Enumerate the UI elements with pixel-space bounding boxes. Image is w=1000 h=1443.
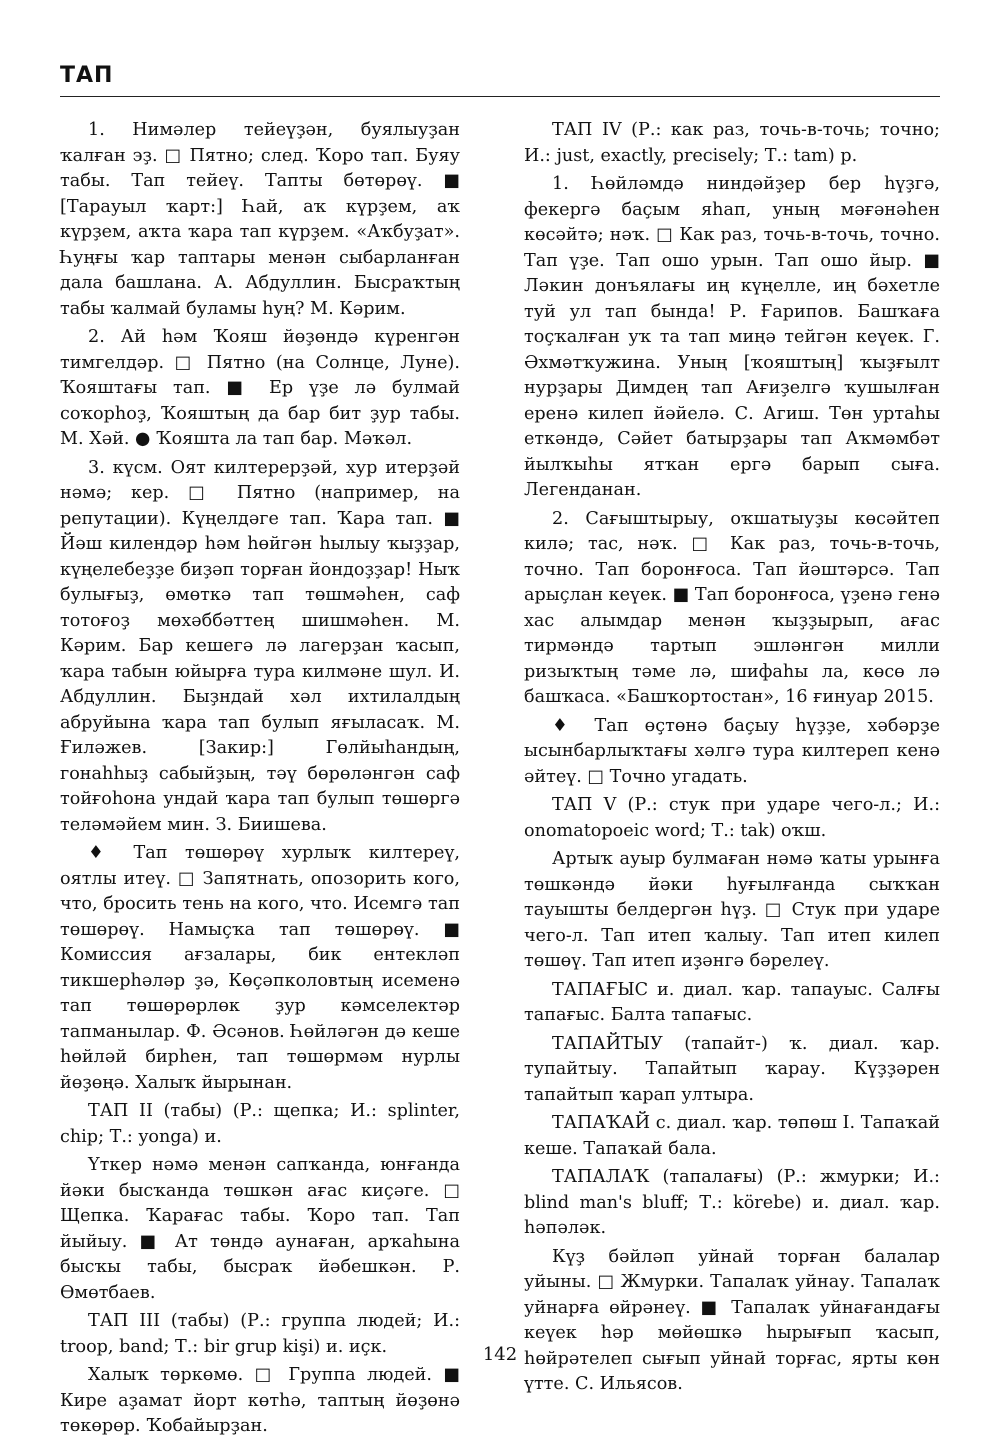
entry-paragraph: 2. Сағыштырыу, оҡшатыуҙы көсәйтеп килә; тас, нәҡ. □ Как раз, точь-в-точь, точно. Тап боронғоса. Тап йәштәрсә. Тап арыҫлан кеүек. ■ Тап боронғоса, үҙенә генә хас алымдар менән ҡыҙҙырып, ағас тирмәндә тартып эшләнгән милли ризыҡтың тәме лә, шифаһы ла, көсө лә башҡаса. «Башҡортостан», 16 ғинуар 2015. (524, 508, 940, 707)
headword-paragraph: ТАП IV (Р.: как раз, точь-в-точь; точно; И.: just, exactly, precisely; Т.: tam) р. (524, 120, 940, 166)
headword-paragraph: ТАП V (Р.: стук при ударе чего-л.; И.: onomatopoeic word; Т.: tak) оҡш. (524, 795, 940, 841)
header-title: ТАП (60, 63, 114, 88)
right-column (524, 118, 940, 1401)
idiom-paragraph: ♦ Тап төшөрөү хурлыҡ килтереү, оятлы итеү. □ Запятнать, опозорить кого, что, бросить тень на кого, что. Исемгә тап төшөрөү. Намыҫҡа тап төшөрөү. ■ Комиссия ағзалары, бик ентекләп тикшерһәләр ҙә, Көҫәпколовтың исеменә тап төшөрөрлөк ҙур кәмселектәр тапманылар. Ф. Әсәнов. Һөйләгән дә кеше һөйләй бирһен, тап төшөрмәм нурлы йөҙөңә. Халыҡ йырынан. (60, 843, 460, 1093)
entry-paragraph: Үткер нәмә менән сапҡанда, юнғанда йәки бысҡанда төшкән ағас киҫәге. □ Щепка. Ҡарағас табы. Ҡоро тап. Тап йыйыу. ■ Ат төндә аунаған, арҡаһына бысҡы табы, бысраҡ йәбешкән. Р. Өмөтбаев. (60, 1155, 460, 1303)
headword-paragraph: ТАП III (табы) (Р.: группа людей; И.: troop, band; Т.: bir grup kişi) и. иҫк. (60, 1311, 460, 1357)
headword-paragraph: ТАП II (табы) (Р.: щепка; И.: splinter, chip; Т.: yonga) и. (60, 1101, 460, 1147)
entry-paragraph: Артыҡ ауыр булмаған нәмә ҡаты урынға төшкәндә йәки һуғылғанда сыҡҡан тауышты белдергән һүҙ. □ Стук при ударе чего-л. Тап итеп ҡалыу. Тап итеп килеп төшөү. Тап итеп иҙәнгә бәрелеү. (524, 849, 940, 971)
headword-paragraph: ТАПАЙТЫУ (тапайт-) ҡ. диал. ҡар. тупайтыу. Тапайтып ҡарау. Күҙҙәрен тапайтып ҡарап ултыра. (524, 1033, 940, 1105)
page-number: 142 (482, 1344, 518, 1365)
headword-paragraph: ТАПАЛАҠ (тапалағы) (Р.: жмурки; И.: blind man's bluff; Т.: körebe) и. диал. ҡар. һәпәләк. (524, 1167, 940, 1238)
headword-paragraph: ТАПАҠАЙ с. диал. ҡар. төпөш I. Тапаҡай кеше. Тапаҡай бала. (524, 1113, 940, 1159)
entry-paragraph: 3. күсм. Оят килтерерҙәй, хур итерҙәй нәмә; кер. □ Пятно (например, на репутации). Күңелдәге тап. Ҡара тап. ■ Йәш килендәр һәм һөйгән һылыу ҡыҙҙар, күңелебеҙҙе биҙәп торған йондоҙҙар! Ныҡ булығыҙ, өмөткә тап төшмәһен, саф тотоғоҙ мөхәббәттең шишмәһен. М. Кәрим. Бар кешегә лә лагерҙан ҡасып, ҡара табын юйырға тура килмәне шул. И. Абдуллин. Быҙндай хәл ихтилалдың абруйына ҡара тап булып яғыласаҡ. М. Ғиләжев. [Закир:] Гөлйыһандың, гонаһһыҙ сабыйҙың, тәү бөрөләнгән саф тойғоһона ундай ҡара тап булып төшөргә теләмәйем мин. З. Биишева. (60, 457, 460, 835)
entry-paragraph: 1. Һөйләмдә ниндәйҙер бер һүҙгә, фекергә баҫым яһап, уның мәғәнәһен көсәйтә; нәҡ. □ Как раз, точь-в-точь, точно. Тап үҙе. Тап ошо урын. Тап ошо йыр. ■ Ләкин донъялағы иң күңелле, иң бәхетле туй ул тап бында! Р. Ғарипов. Башҡаға тоҫҡалған уҡ та тап миңә тейгән кеүек. Г. Әхмәтҡужина. Уның [ҡояштың] ҡыҙғылт нурҙары Димдең тап Ағиҙелгә ҡушылған еренә килеп йәйелә. С. Агиш. Төн уртаһы еткәндә, Сәйет батырҙары тап Аҡмәмбәт йылҡыһы ятҡан ергә барып сыға. Легенданан. (524, 174, 940, 500)
entry-paragraph: Халыҡ төркөмө. □ Группа людей. ■ Кире аҙамат йорт көтһә, таптың йөҙөнә төкөрөр. Ҡобайырҙан. (60, 1365, 460, 1436)
entry-paragraph: Күҙ бәйләп уйнай торған балалар уйыны. □ Жмурки. Тапалаҡ уйнау. Тапалаҡ уйнарға өйрәнеү. ■ Тапалаҡ уйнағандағы кеүек һәр мөйөшкә һырығып ҡасып, һөйрәтелеп сығып уйнай торғас, ярты көн үтте. С. Ильясов. (524, 1246, 940, 1394)
entry-paragraph: 1. Нимәлер тейеүҙән, буялыуҙан ҡалған эҙ. □ Пятно; след. Ҡоро тап. Буяу табы. Тап тейеү. Тапты бөтөрөү. ■ [Тарауыл ҡарт:] Һай, аҡ күрҙем, аҡ күрҙем, аҡта ҡара тап күрҙем. «Аҡбуҙат». Һуңғы ҡар таптары менән сыбарланған дала башлана. А. Абдуллин. Бысраҡтың табы ҡалмай буламы һуң? М. Кәрим. (60, 120, 460, 319)
running-header (60, 56, 940, 97)
headword-paragraph: ТАПАҒЫС и. диал. ҡар. тапауыс. Салғы тапағыс. Балта тапағыс. (524, 979, 940, 1025)
idiom-paragraph: ♦ Тап өҫтөнә баҫыу һүҙҙе, хәбәрҙе ысынбарлыҡтағы хәлгә тура килтереп кенә әйтеү. □ Точно угадать. (524, 715, 940, 787)
left-column (60, 118, 460, 1443)
entry-paragraph: 2. Ай һәм Ҡояш йөҙөндә күренгән тимгелдәр. □ Пятно (на Солнце, Луне). Ҡояштағы тап. ■ Ер үҙе лә булмай соҡорһоҙ, Ҡояштың да бар бит ҙур табы. М. Хәй. ● Ҡояшта ла тап бар. Мәҡәл. (60, 327, 460, 449)
